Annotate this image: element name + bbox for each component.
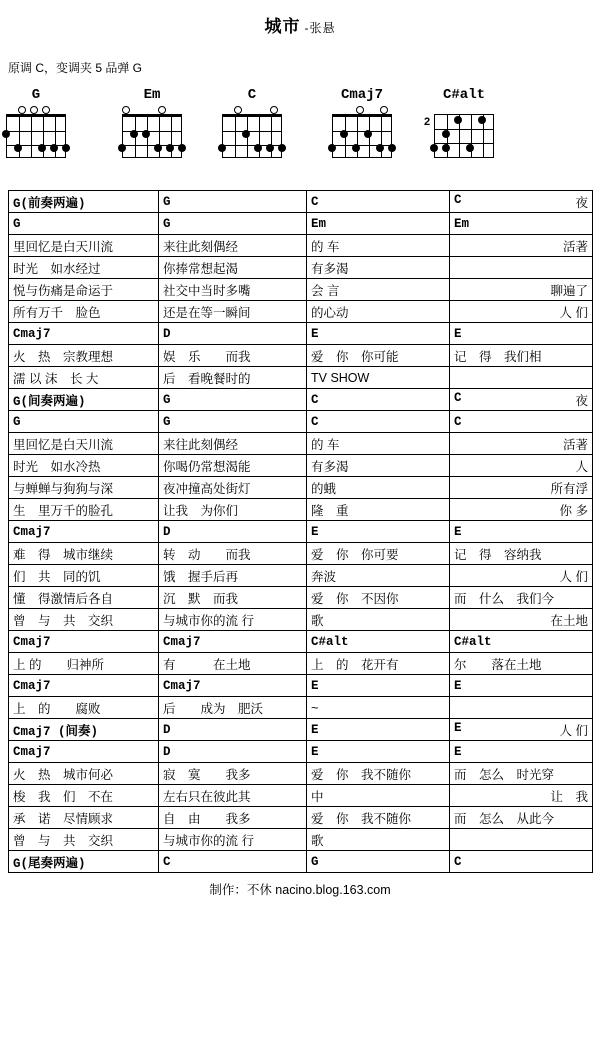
open-string-marker [234, 106, 242, 114]
chord-cell: E [307, 675, 450, 697]
lyric-cell: 人 们 [450, 565, 593, 587]
lyric-cell: 饿 握手后再 [159, 565, 307, 587]
lyric-cell: ~ [307, 697, 450, 719]
table-row [9, 521, 593, 543]
table-row [9, 433, 593, 455]
table-row [9, 565, 593, 587]
table-row [9, 235, 593, 257]
table-row [9, 499, 593, 521]
table-row [9, 323, 593, 345]
lyric-cell: 左右只在彼此其 [159, 785, 307, 807]
chord-cell: G [159, 191, 307, 213]
finger-dot [142, 130, 150, 138]
chord-name: C#alt [442, 87, 485, 103]
chord-cell: Cmaj7 [9, 323, 159, 345]
chord-cell: E [307, 741, 450, 763]
chord-diagram-c [202, 86, 302, 162]
finger-dot [430, 144, 438, 152]
lyric-cell: 尔 落在土地 [450, 653, 593, 675]
lyric-cell: 聊遍了 [450, 279, 593, 301]
finger-dot [242, 130, 250, 138]
lyric-cell: 爱 你 你可能 [307, 345, 450, 367]
chord-label: E [454, 720, 462, 735]
lyric-cell: TV SHOW [307, 367, 450, 389]
key-info: 原调 C，变调夹 5 品弹 G [8, 61, 143, 75]
open-string-marker [122, 106, 130, 114]
song-artist: -张悬 [304, 21, 336, 35]
chord-cell: E [307, 521, 450, 543]
lyric-cell: 在土地 [450, 609, 593, 631]
lyric-cell [450, 697, 593, 719]
table-row [9, 389, 593, 411]
table-row [9, 213, 593, 235]
table-row [9, 763, 593, 785]
chord-cell: G(尾奏两遍) [9, 851, 159, 873]
lyric-cell: 来往此刻偶经 [159, 235, 307, 257]
lyric-cell: 爱 你 我不随你 [307, 807, 450, 829]
table-row [9, 675, 593, 697]
lyric-cell: 里回忆是白天川流 [9, 433, 159, 455]
lyric-cell: 你捧常想起渴 [159, 257, 307, 279]
table-row [9, 301, 593, 323]
lyric-cell: 与蝉蝉与狗狗与深 [9, 477, 159, 499]
open-string-marker [30, 106, 38, 114]
lyric-cell: 上 的 腐败 [9, 697, 159, 719]
chord-grid [214, 106, 290, 162]
lyric-cell: 与城市你的流 行 [159, 829, 307, 851]
lyric-cell: 你喝仍常想渴能 [159, 455, 307, 477]
table-row [9, 697, 593, 719]
chord-diagrams [0, 86, 600, 176]
lyric-cell: 奔波 [307, 565, 450, 587]
chord-cell: C [450, 411, 593, 433]
table-row [9, 543, 593, 565]
chord-cell: Em [307, 213, 450, 235]
lyric-cell: 记 得 容纳我 [450, 543, 593, 565]
chord-cell: E [450, 323, 593, 345]
lyric-cell: 爱 你 你可要 [307, 543, 450, 565]
finger-dot [442, 144, 450, 152]
chord-diagram-csharpalt [414, 86, 514, 162]
lyric-cell: 人 [450, 455, 593, 477]
lyric-cell: 娱 乐 而我 [159, 345, 307, 367]
lyric-cell: 悦与伤痛是命运于 [9, 279, 159, 301]
chord-name: G [31, 87, 41, 103]
lyric-text: 人 们 [559, 723, 588, 738]
table-row [9, 851, 593, 873]
lyric-cell: 濡 以 沫 长 大 [9, 367, 159, 389]
chord-cell: Cmaj7 [9, 741, 159, 763]
chord-grid [0, 106, 74, 162]
lyric-cell: 夜冲撞高处街灯 [159, 477, 307, 499]
lyric-cell: 生 里万千的脸孔 [9, 499, 159, 521]
lyric-cell: 难 得 城市继续 [9, 543, 159, 565]
chord-cell: Em [450, 213, 593, 235]
lyric-cell: 沉 默 而我 [159, 587, 307, 609]
lyric-cell: 爱 你 我不随你 [307, 763, 450, 785]
chord-cell: Cmaj7 [9, 521, 159, 543]
lyric-cell: 你 多 [450, 499, 593, 521]
chord-diagram-em [102, 86, 202, 162]
lyric-cell: 歌 [307, 829, 450, 851]
chord-cell: E [450, 521, 593, 543]
table-row [9, 609, 593, 631]
chord-cell: G [307, 851, 450, 873]
open-string-marker [380, 106, 388, 114]
fret-number: 2 [424, 116, 431, 128]
chord-diagram-cmaj7 [312, 86, 412, 162]
lyric-cell: 中 [307, 785, 450, 807]
lyric-cell: 承 诺 尽情顾求 [9, 807, 159, 829]
finger-dot [130, 130, 138, 138]
chord-cell: E [307, 323, 450, 345]
lyric-cell: 转 动 而我 [159, 543, 307, 565]
lyric-cell: 而 怎么 从此今 [450, 807, 593, 829]
chord-cell: G(前奏两遍) [9, 191, 159, 213]
lyric-cell: 有 在土地 [159, 653, 307, 675]
lyric-cell: 而 什么 我们今 [450, 587, 593, 609]
chord-cell: E [307, 719, 450, 741]
chord-cell: C [159, 851, 307, 873]
song-title: 城市 [264, 17, 301, 36]
lyric-cell [450, 257, 593, 279]
finger-dot [254, 144, 262, 152]
lyric-cell: 来往此刻偶经 [159, 433, 307, 455]
finger-dot [352, 144, 360, 152]
chord-cell: Cmaj7 [159, 631, 307, 653]
lyric-text: 夜 [575, 195, 588, 210]
table-row [9, 411, 593, 433]
chord-cell: G [159, 389, 307, 411]
finger-dot [478, 116, 486, 124]
chord-cell: Cmaj7 [9, 631, 159, 653]
chord-cell [450, 191, 593, 213]
lyric-cell: 爱 你 不因你 [307, 587, 450, 609]
table-row [9, 455, 593, 477]
chord-grid [114, 106, 190, 162]
chord-cell: D [159, 741, 307, 763]
lyric-cell: 火 热 城市何必 [9, 763, 159, 785]
chord-grid [426, 106, 502, 162]
finger-dot [38, 144, 46, 152]
finger-dot [154, 144, 162, 152]
lyric-cell: 歌 [307, 609, 450, 631]
finger-dot [278, 144, 286, 152]
table-row [9, 829, 593, 851]
lyric-cell: 寂 寞 我多 [159, 763, 307, 785]
chord-cell: C#alt [307, 631, 450, 653]
table-row [9, 345, 593, 367]
lyric-text: 夜 [575, 393, 588, 408]
open-string-marker [158, 106, 166, 114]
chord-cell [450, 389, 593, 411]
chord-cell: G [159, 213, 307, 235]
lyric-cell: 还是在等一瞬间 [159, 301, 307, 323]
finger-dot [328, 144, 336, 152]
finger-dot [2, 130, 10, 138]
finger-dot [388, 144, 396, 152]
lyric-cell [450, 367, 593, 389]
lyric-cell: 时光 如水冷热 [9, 455, 159, 477]
table-row [9, 741, 593, 763]
open-string-marker [42, 106, 50, 114]
lyric-cell: 让 我 [450, 785, 593, 807]
chord-cell: E [450, 741, 593, 763]
chord-diagram-g [0, 86, 86, 162]
chord-cell: G [159, 411, 307, 433]
open-string-marker [270, 106, 278, 114]
lyric-cell [450, 829, 593, 851]
lyric-cell: 人 们 [450, 301, 593, 323]
chord-cell: D [159, 323, 307, 345]
lyric-cell: 时光 如水经过 [9, 257, 159, 279]
lyric-cell: 社交中当时多嘴 [159, 279, 307, 301]
chord-cell: E [450, 675, 593, 697]
chord-cell: C [307, 389, 450, 411]
chord-label: C [454, 390, 462, 405]
fretboard [222, 114, 282, 158]
chord-cell: Cmaj7 (间奏) [9, 719, 159, 741]
lyric-cell: 懂 得激情后各自 [9, 587, 159, 609]
lyric-cell: 的 车 [307, 433, 450, 455]
finger-dot [50, 144, 58, 152]
lyric-cell: 有多渴 [307, 455, 450, 477]
chord-cell [450, 719, 593, 741]
chord-name: Em [143, 87, 161, 103]
lyric-cell: 所有万千 脸色 [9, 301, 159, 323]
finger-dot [376, 144, 384, 152]
table-row [9, 587, 593, 609]
finger-dot [364, 130, 372, 138]
footer-credit: 制作：不休 nacino.blog.163.com [209, 883, 391, 897]
lyric-cell: 所有浮 [450, 477, 593, 499]
lyric-cell: 的心动 [307, 301, 450, 323]
finger-dot [178, 144, 186, 152]
finger-dot [118, 144, 126, 152]
lyric-cell: 们 共 同的饥 [9, 565, 159, 587]
page-title [0, 0, 600, 37]
chord-cell: C [307, 411, 450, 433]
chord-cell: Cmaj7 [9, 675, 159, 697]
lyric-cell: 后 成为 肥沃 [159, 697, 307, 719]
lyric-cell: 的 车 [307, 235, 450, 257]
chord-cell: D [159, 719, 307, 741]
finger-dot [166, 144, 174, 152]
finger-dot [266, 144, 274, 152]
finger-dot [454, 116, 462, 124]
table-row [9, 631, 593, 653]
chord-cell: C#alt [450, 631, 593, 653]
table-row [9, 367, 593, 389]
chord-name: C [247, 87, 257, 103]
lyric-cell: 会 言 [307, 279, 450, 301]
chord-cell: G [9, 213, 159, 235]
chord-cell: G [9, 411, 159, 433]
lyrics-chord-table [8, 190, 593, 873]
chord-name: Cmaj7 [340, 87, 383, 103]
lyric-cell: 隆 重 [307, 499, 450, 521]
lyric-cell: 里回忆是白天川流 [9, 235, 159, 257]
lyric-cell: 活著 [450, 433, 593, 455]
lyric-cell: 曾 与 共 交织 [9, 829, 159, 851]
finger-dot [340, 130, 348, 138]
table-row [9, 477, 593, 499]
lyric-cell: 曾 与 共 交织 [9, 609, 159, 631]
table-row [9, 807, 593, 829]
lyric-cell: 上 的 花开有 [307, 653, 450, 675]
chord-label: C [454, 192, 462, 207]
table-row [9, 191, 593, 213]
finger-dot [62, 144, 70, 152]
chord-cell: G(间奏两遍) [9, 389, 159, 411]
table-row [9, 279, 593, 301]
table-row [9, 785, 593, 807]
table-row [9, 719, 593, 741]
finger-dot [442, 130, 450, 138]
lyric-cell: 的蛾 [307, 477, 450, 499]
chord-grid [324, 106, 400, 162]
finger-dot [466, 144, 474, 152]
lyric-cell: 与城市你的流 行 [159, 609, 307, 631]
chord-cell: C [307, 191, 450, 213]
chord-cell: C [450, 851, 593, 873]
lyric-cell: 活著 [450, 235, 593, 257]
lyric-cell: 梭 我 们 不在 [9, 785, 159, 807]
lyric-cell: 自 由 我多 [159, 807, 307, 829]
lyric-cell: 让我 为你们 [159, 499, 307, 521]
chord-cell: D [159, 521, 307, 543]
table-row [9, 257, 593, 279]
lyric-cell: 而 怎么 时光穿 [450, 763, 593, 785]
lyric-cell: 火 热 宗教理想 [9, 345, 159, 367]
table-row [9, 653, 593, 675]
finger-dot [14, 144, 22, 152]
finger-dot [218, 144, 226, 152]
open-string-marker [356, 106, 364, 114]
chord-cell: Cmaj7 [159, 675, 307, 697]
lyric-cell: 上 的 归神所 [9, 653, 159, 675]
open-string-marker [18, 106, 26, 114]
lyric-cell: 有多渴 [307, 257, 450, 279]
lyric-cell: 记 得 我们相 [450, 345, 593, 367]
lyric-cell: 后 看晚餐时的 [159, 367, 307, 389]
